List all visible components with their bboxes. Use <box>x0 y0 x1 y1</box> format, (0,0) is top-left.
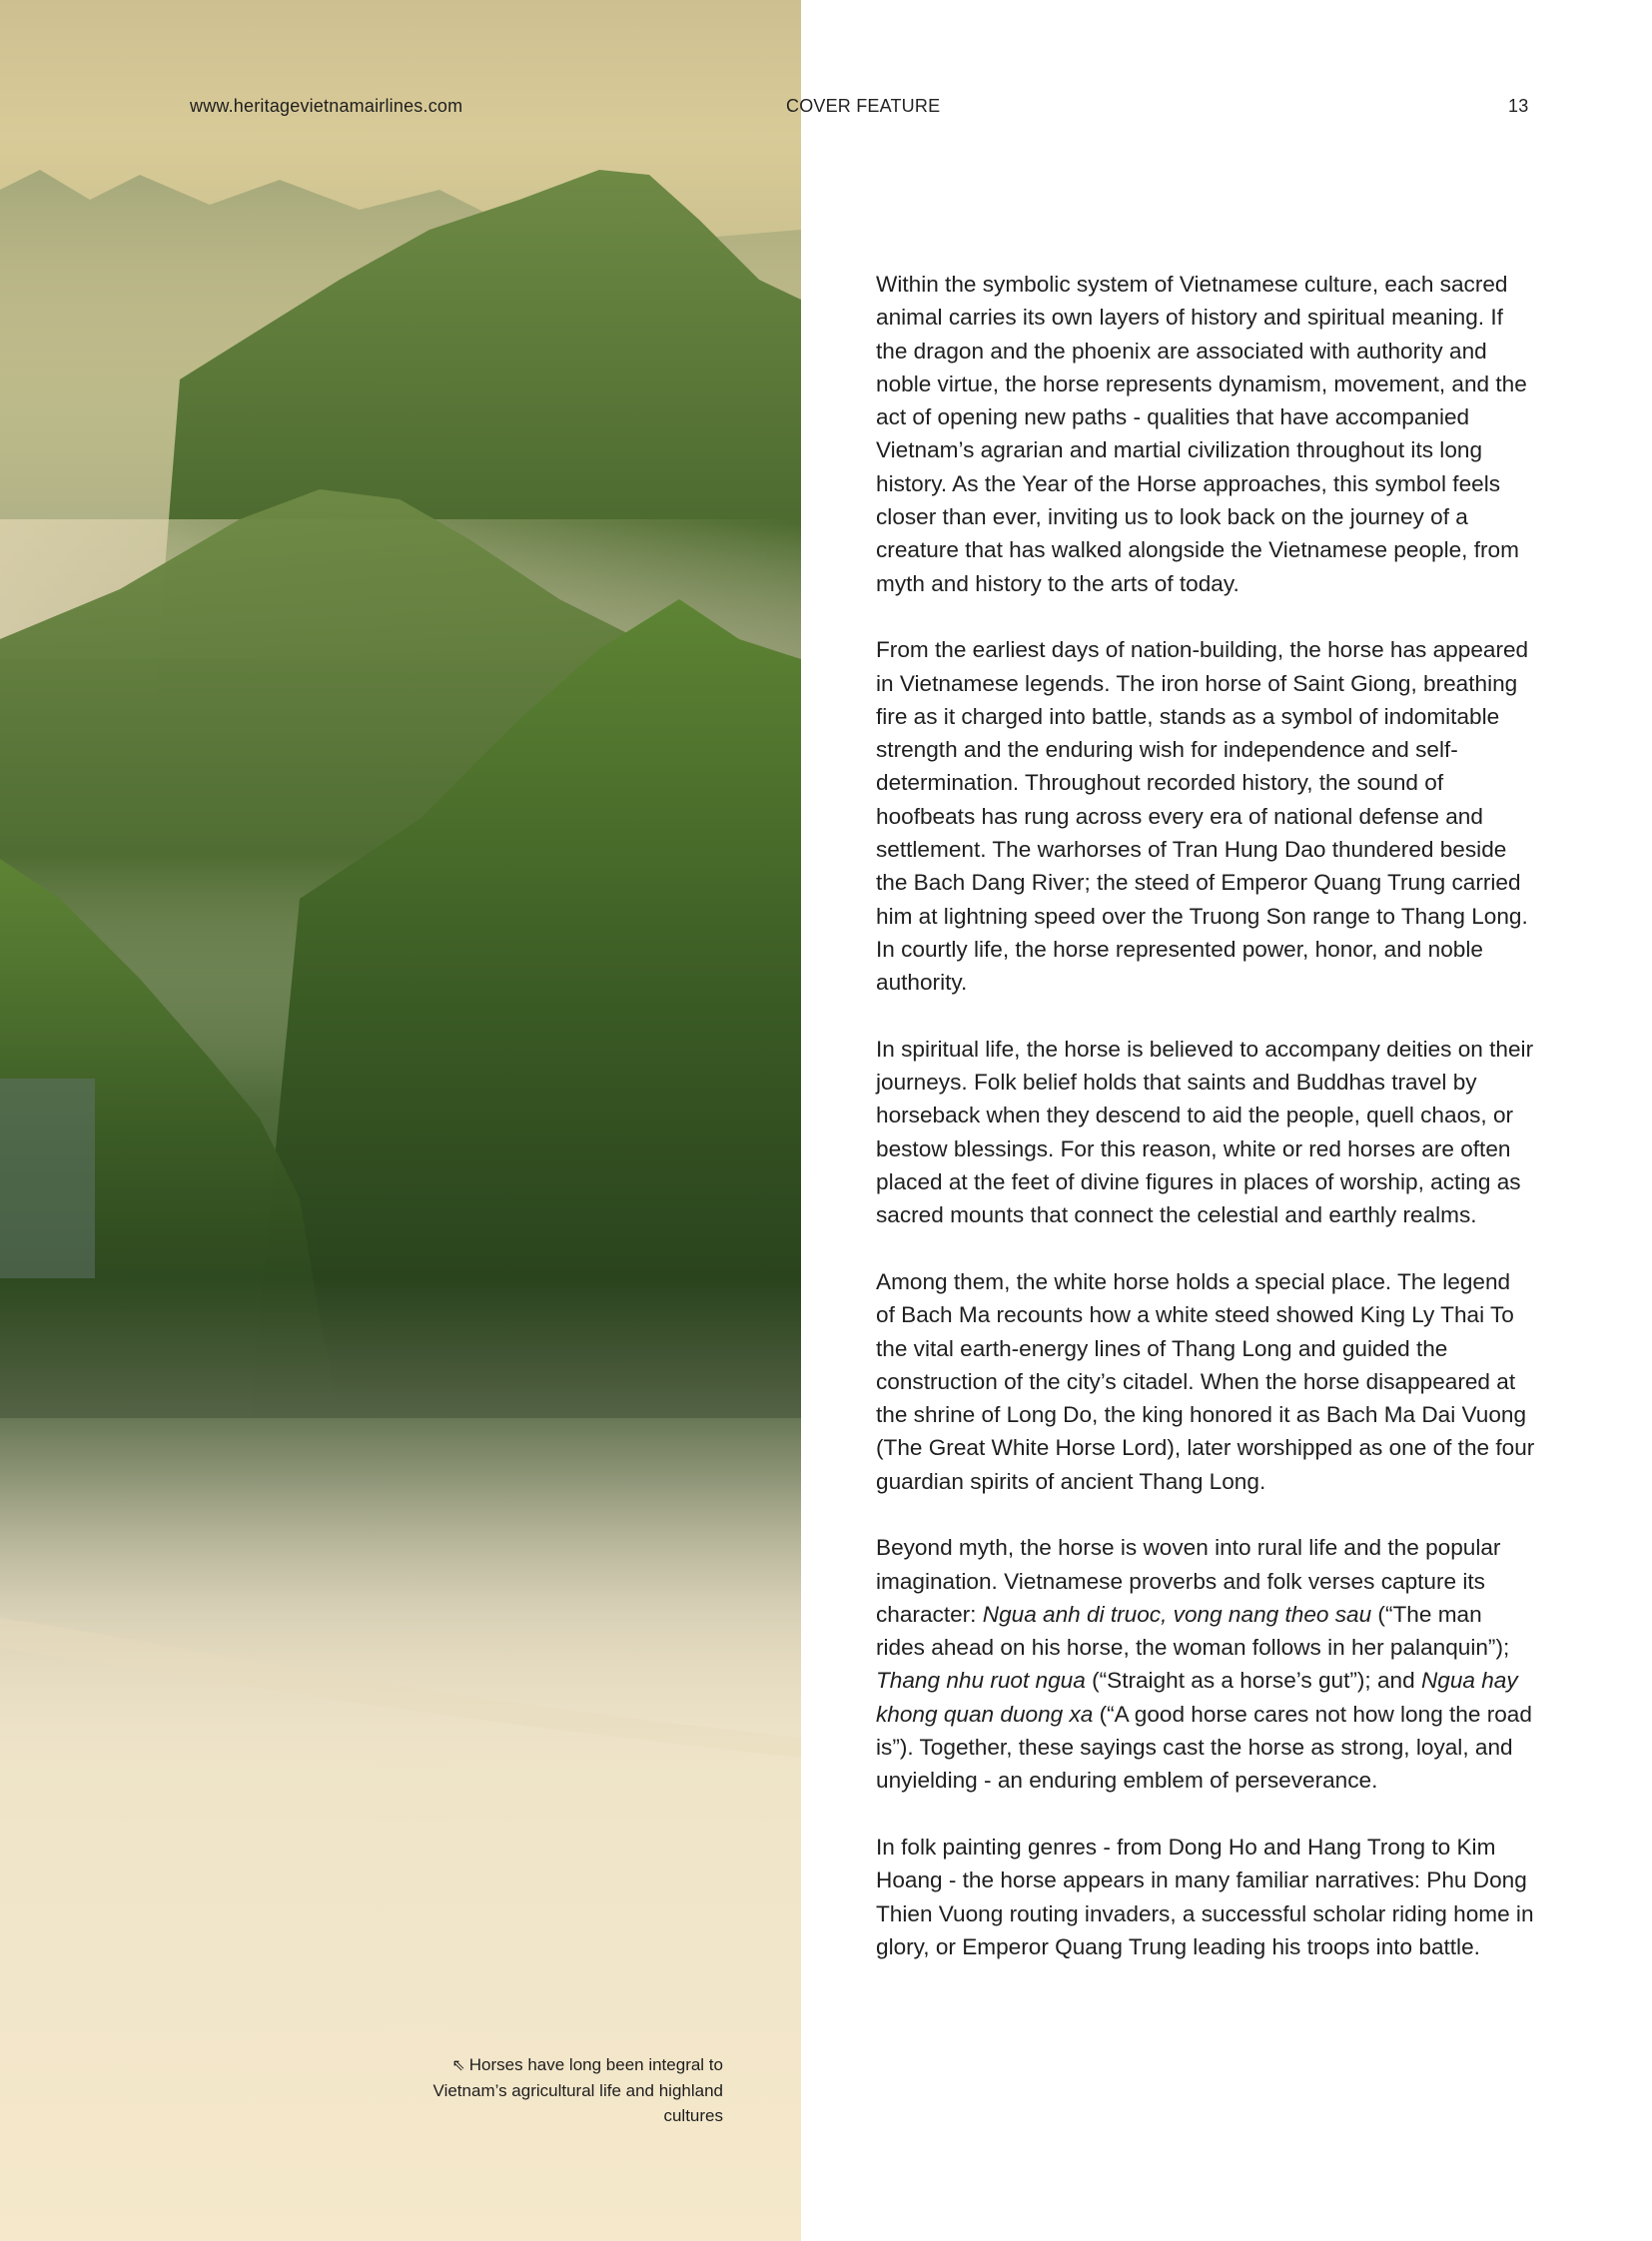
paragraph-text: Beyond myth, the horse is woven into rural life and the popular imagination. Vietnamese proverbs and folk verses capture its character: <box>876 1535 1501 1627</box>
proverb-italic: Thang nhu ruot ngua <box>876 1668 1086 1694</box>
header-section-title: COVER FEATURE <box>786 96 941 116</box>
article-paragraph: From the earliest days of nation-building, the horse has appeared in Vietnamese legends. The iron horse of Saint Giong, breathing fire as it charged into battle, stands as a symbol of indomitable strength and the enduring wish for independence and self-determination. Throughout recorded history, the sound of hoofbeats has rung across every era of national defense and settlement. The warhorses of Tran Hung Dao thundered beside the Bach Dang River; the steed of Emperor Quang Trung carried him at lightning speed over the Truong Son range to Thang Long. In courtly life, the horse represented power, honor, and noble authority. <box>876 637 1529 996</box>
hero-photo-misty-mountains <box>0 0 801 2241</box>
article-paragraph: In folk painting genres - from Dong Ho and Hang Trong to Kim Hoang - the horse appears in many familiar narratives: Phu Dong Thien Vuong routing invaders, a successful scholar riding home in glory, or Emperor Quang Trung leading his troops into battle. <box>876 1834 1534 1959</box>
paragraph-text: (“The man rides ahead on his horse, the woman follows in her palanquin”); <box>876 1601 1510 1661</box>
article-paragraph <box>876 1531 1535 1797</box>
article-body <box>876 268 1535 1996</box>
article-paragraph: Among them, the white horse holds a special place. The legend of Bach Ma recounts how a white steed showed King Ly Thai To the vital earth-energy lines of Thang Long and guided the construction of the city’s citadel. When the horse disappeared at the shrine of Long Do, the king honored it as Bach Ma Dai Vuong (The Great White Horse Lord), later worshipped as one of the four guardian spirits of ancient Thang Long. <box>876 1268 1535 1494</box>
arrow-up-left-icon: ⇖ <box>451 2057 465 2074</box>
header-website-url[interactable]: www.heritagevietnamairlines.com <box>190 96 463 116</box>
mountain-illustration <box>0 0 801 2241</box>
proverb-italic: Ngua hay khong quan duong xa <box>876 1668 1518 1727</box>
article-paragraph: In spiritual life, the horse is believed to accompany deities on their journeys. Folk belief holds that saints and Buddhas travel by horseback when they descend to aid the people, quell chaos, or bestow blessings. For this reason, white or red horses are often placed at the feet of divine figures in places of worship, acting as sacred mounts that connect the celestial and earthly realms. <box>876 1036 1534 1228</box>
article-paragraph: Within the symbolic system of Vietnamese culture, each sacred animal carries its own layers of history and spiritual meaning. If the dragon and the phoenix are associated with authority and noble virtue, the horse represents dynamism, movement, and the act of opening new paths - qualities that have accompanied Vietnam’s agrarian and martial civilization throughout its long history. As the Year of the Horse approaches, this symbol feels closer than ever, inviting us to look back on the journey of a creature that has walked alongside the Vietnamese people, from myth and history to the arts of today. <box>876 272 1527 596</box>
page-number: 13 <box>1508 96 1529 116</box>
proverb-italic: Ngua anh di truoc, vong nang theo sau <box>982 1601 1372 1627</box>
photo-caption <box>419 2052 723 2128</box>
photo-caption-text: Horses have long been integral to Vietnam’s agricultural life and highland cultures <box>432 2055 723 2125</box>
paragraph-text: (“Straight as a horse’s gut”); and <box>1085 1668 1421 1694</box>
paragraph-text: (“A good horse cares not how long the road is”). Together, these sayings cast the horse as strong, loyal, and unyielding - an enduring emblem of perseverance. <box>876 1701 1532 1794</box>
